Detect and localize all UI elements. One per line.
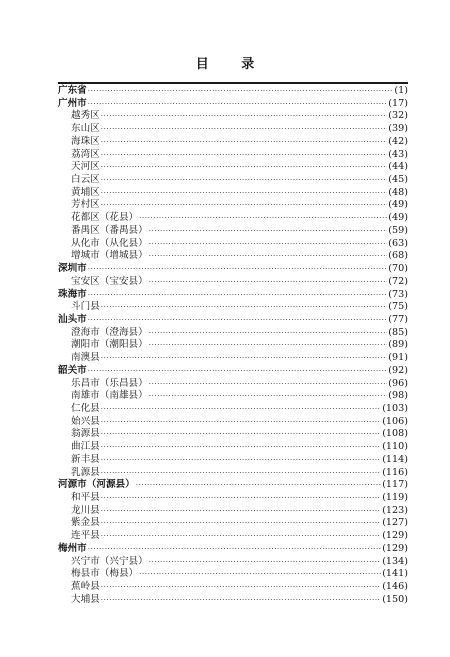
dot-leader	[101, 187, 388, 200]
toc-entry-label: 澄海市（澄海县）	[71, 326, 148, 338]
toc-entry[interactable]	[58, 568, 408, 581]
dot-leader	[101, 530, 381, 543]
toc-entry-page-number: (17)	[388, 97, 408, 109]
toc-entry-label: 仁化县	[71, 402, 100, 414]
toc-entry-label: 深圳市	[58, 263, 87, 275]
table-of-contents	[58, 85, 408, 606]
toc-entry-label: 海珠区	[71, 135, 100, 147]
toc-entry-label: 珠海市	[58, 288, 87, 300]
toc-entry-label: 和平县	[71, 492, 100, 503]
toc-entry-label: 潮阳市（潮阳县）	[71, 339, 148, 351]
toc-entry-label: 紫金县	[71, 517, 100, 529]
toc-entry-label: 芳村区	[71, 199, 100, 211]
dot-leader	[149, 390, 388, 403]
dot-leader	[88, 365, 388, 378]
toc-entry-page-number: (1)	[394, 85, 408, 96]
toc-entry-page-number: (119)	[382, 492, 408, 503]
dot-leader	[149, 238, 388, 251]
toc-entry-page-number: (123)	[382, 504, 408, 516]
dot-leader	[88, 289, 388, 302]
toc-entry[interactable]	[58, 187, 408, 200]
toc-entry[interactable]	[58, 454, 408, 467]
dot-leader	[88, 85, 394, 98]
toc-entry[interactable]	[58, 199, 408, 212]
toc-entry-page-number: (129)	[382, 542, 408, 554]
toc-entry-page-number: (73)	[388, 288, 408, 300]
toc-entry-page-number: (48)	[388, 186, 408, 198]
toc-entry-page-number: (39)	[388, 123, 408, 135]
toc-entry-label: 乳源县	[71, 466, 100, 478]
toc-entry-label: 越秀区	[71, 110, 100, 122]
dot-leader	[149, 276, 388, 289]
dot-leader	[101, 467, 381, 480]
toc-entry[interactable]	[58, 110, 408, 123]
toc-entry[interactable]	[58, 352, 408, 365]
dot-leader	[101, 199, 388, 212]
toc-entry-label: 蕉岭县	[71, 581, 100, 593]
toc-entry[interactable]	[58, 556, 408, 569]
toc-entry-label: 广东省	[58, 85, 87, 96]
toc-entry-label: 白云区	[71, 174, 100, 186]
dot-leader	[101, 136, 388, 149]
toc-entry-page-number: (89)	[388, 339, 408, 351]
dot-leader	[149, 327, 388, 340]
toc-entry-label: 梅州市	[58, 542, 87, 554]
toc-entry[interactable]	[58, 594, 408, 607]
toc-entry-page-number: (150)	[382, 593, 408, 605]
toc-entry-page-number: (117)	[382, 479, 408, 491]
toc-entry-label: 新丰县	[71, 453, 100, 465]
toc-entry-page-number: (75)	[388, 301, 408, 313]
toc-entry-label: 天河区	[71, 161, 100, 173]
toc-entry-label: 东山区	[71, 123, 100, 135]
title-rule	[58, 82, 408, 84]
toc-entry-page-number: (49)	[388, 212, 408, 224]
toc-entry-page-number: (106)	[382, 415, 408, 427]
toc-entry-page-number: (110)	[382, 441, 408, 453]
toc-section-entry[interactable]	[58, 479, 408, 492]
dot-leader	[101, 428, 381, 441]
toc-entry-page-number: (45)	[388, 174, 408, 186]
dot-leader	[149, 250, 388, 263]
toc-entry-label: 荔湾区	[71, 148, 100, 160]
toc-entry-page-number: (91)	[388, 352, 408, 364]
toc-entry-page-number: (32)	[388, 110, 408, 122]
dot-leader	[88, 314, 388, 327]
toc-entry-label: 宝安区（宝安县）	[71, 275, 148, 287]
dot-leader	[101, 110, 388, 123]
toc-entry-label: 大埔县	[71, 593, 100, 605]
dot-leader	[101, 174, 388, 187]
toc-entry-page-number: (42)	[388, 135, 408, 147]
toc-entry-label: 南澳县	[71, 352, 100, 364]
dot-leader	[139, 568, 381, 581]
dot-leader	[101, 161, 388, 174]
toc-entry-label: 曲江县	[71, 441, 100, 453]
toc-entry-page-number: (103)	[382, 402, 408, 414]
toc-entry-label: 斗门县	[71, 301, 100, 313]
toc-entry-label: 黄埔区	[71, 186, 100, 198]
dot-leader	[101, 505, 381, 518]
dot-leader	[101, 594, 381, 607]
toc-section-entry[interactable]	[58, 314, 408, 327]
toc-entry-label: 乐昌市（乐昌县）	[71, 377, 148, 389]
toc-entry-page-number: (114)	[382, 453, 408, 465]
dot-leader	[101, 441, 381, 454]
toc-entry[interactable]	[58, 238, 408, 251]
toc-entry-page-number: (134)	[382, 555, 408, 567]
toc-entry-page-number: (70)	[388, 263, 408, 275]
toc-section-entry[interactable]	[58, 263, 408, 276]
dot-leader	[101, 492, 381, 505]
toc-entry-page-number: (68)	[388, 250, 408, 262]
toc-entry[interactable]	[58, 123, 408, 136]
toc-entry-page-number: (92)	[388, 364, 408, 376]
toc-entry-label: 从化市（从化县）	[71, 237, 148, 249]
toc-entry[interactable]	[58, 492, 408, 505]
dot-leader	[101, 454, 381, 467]
toc-entry-label: 翁源县	[71, 428, 100, 440]
page-title: 目 录	[195, 57, 269, 72]
toc-entry-label: 增城市（增城县）	[71, 250, 148, 262]
toc-entry[interactable]	[58, 428, 408, 441]
toc-entry[interactable]	[58, 378, 408, 391]
toc-entry-page-number: (141)	[382, 568, 408, 580]
dot-leader	[149, 339, 388, 352]
toc-section-entry[interactable]	[58, 289, 408, 302]
toc-entry-label: 韶关市	[58, 364, 87, 376]
dot-leader	[136, 479, 381, 492]
toc-section-entry[interactable]	[58, 98, 408, 111]
toc-section-entry[interactable]	[58, 85, 408, 98]
toc-entry[interactable]	[58, 581, 408, 594]
toc-entry[interactable]	[58, 161, 408, 174]
toc-entry[interactable]	[58, 250, 408, 263]
toc-entry-label: 广州市	[58, 97, 87, 109]
toc-entry-label: 龙川县	[71, 504, 100, 516]
toc-entry-page-number: (108)	[382, 428, 408, 440]
toc-entry-page-number: (98)	[388, 390, 408, 402]
toc-entry[interactable]	[58, 441, 408, 454]
toc-entry-page-number: (72)	[388, 275, 408, 287]
dot-leader	[101, 403, 381, 416]
toc-entry-label: 花都区（花县）	[71, 212, 139, 224]
dot-leader	[101, 352, 388, 365]
toc-entry[interactable]	[58, 530, 408, 543]
toc-entry-page-number: (129)	[382, 530, 408, 542]
toc-entry-label: 兴宁市（兴宁县）	[71, 555, 148, 567]
dot-leader	[101, 301, 388, 314]
toc-entry[interactable]	[58, 505, 408, 518]
dot-leader	[101, 123, 388, 136]
dot-leader	[101, 581, 381, 594]
toc-section-entry[interactable]	[58, 365, 408, 378]
toc-entry-page-number: (63)	[388, 237, 408, 249]
toc-entry[interactable]	[58, 327, 408, 340]
dot-leader	[88, 543, 381, 556]
toc-entry[interactable]	[58, 174, 408, 187]
toc-entry[interactable]	[58, 416, 408, 429]
dot-leader	[88, 263, 388, 276]
toc-entry[interactable]	[58, 212, 408, 225]
toc-entry[interactable]	[58, 517, 408, 530]
toc-entry[interactable]	[58, 403, 408, 416]
toc-entry-page-number: (43)	[388, 148, 408, 160]
toc-entry-page-number: (96)	[388, 377, 408, 389]
toc-entry[interactable]	[58, 339, 408, 352]
toc-entry-label: 南雄市（南雄县）	[71, 390, 148, 402]
toc-entry[interactable]	[58, 276, 408, 289]
toc-entry[interactable]	[58, 225, 408, 238]
dot-leader	[101, 149, 388, 162]
dot-leader	[149, 378, 388, 391]
toc-entry-label: 汕头市	[58, 313, 87, 325]
dot-leader	[101, 517, 381, 530]
dot-leader	[139, 212, 387, 225]
toc-section-entry[interactable]	[58, 543, 408, 556]
toc-entry-page-number: (85)	[388, 326, 408, 338]
toc-entry-page-number: (44)	[388, 161, 408, 173]
toc-entry-page-number: (59)	[388, 224, 408, 236]
toc-entry[interactable]	[58, 301, 408, 314]
toc-entry-label: 梅县市（梅县）	[71, 568, 139, 580]
toc-entry-page-number: (77)	[388, 313, 408, 325]
toc-entry[interactable]	[58, 390, 408, 403]
toc-entry-label: 番禺区（番禺县）	[71, 224, 148, 236]
toc-entry[interactable]	[58, 467, 408, 480]
toc-entry-page-number: (146)	[382, 581, 408, 593]
toc-entry[interactable]	[58, 149, 408, 162]
toc-entry-page-number: (116)	[382, 466, 408, 478]
dot-leader	[149, 225, 388, 238]
toc-entry-label: 河源市（河源县）	[58, 479, 135, 491]
toc-entry-label: 连平县	[71, 530, 100, 542]
dot-leader	[88, 98, 388, 111]
toc-entry-page-number: (49)	[388, 199, 408, 211]
toc-entry-label: 始兴县	[71, 415, 100, 427]
toc-entry[interactable]	[58, 136, 408, 149]
dot-leader	[101, 416, 381, 429]
toc-entry-page-number: (127)	[382, 517, 408, 529]
dot-leader	[149, 556, 381, 569]
